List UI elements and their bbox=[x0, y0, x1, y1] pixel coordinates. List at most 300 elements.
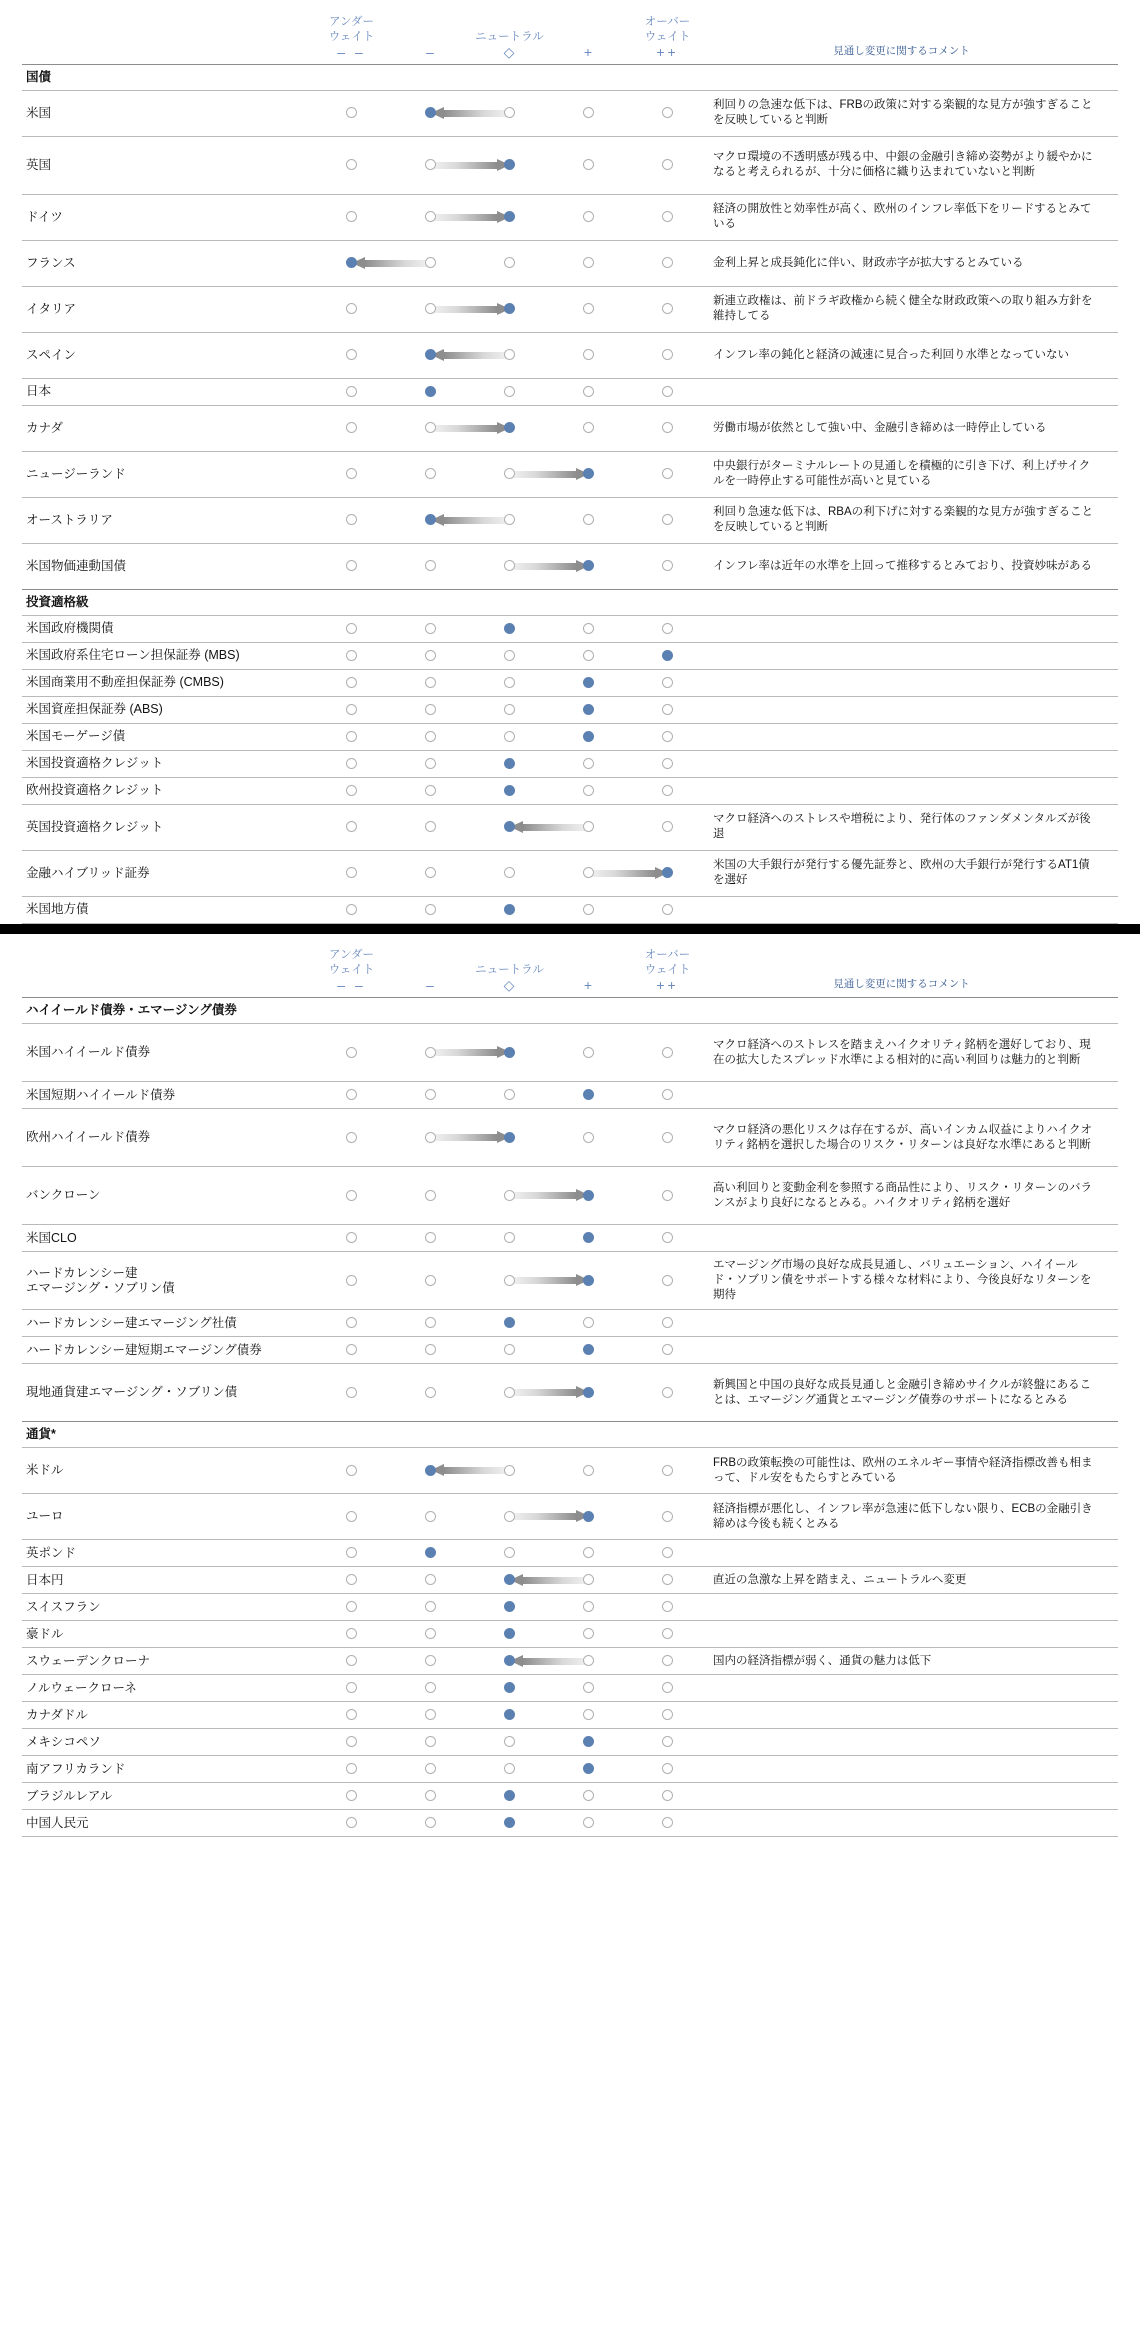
rating-cell-overweight[interactable] bbox=[628, 1448, 707, 1494]
rating-cell-neutral[interactable] bbox=[470, 90, 549, 136]
rating-cell-underweight[interactable] bbox=[312, 777, 391, 804]
rating-cell-neutral[interactable] bbox=[470, 1364, 549, 1422]
rating-cell-plus[interactable] bbox=[549, 1702, 628, 1729]
rating-cell-plus[interactable] bbox=[549, 1024, 628, 1082]
rating-cell-overweight[interactable] bbox=[628, 1024, 707, 1082]
rating-cell-minus[interactable] bbox=[391, 1494, 470, 1540]
rating-cell-plus[interactable] bbox=[549, 286, 628, 332]
rating-cell-underweight[interactable] bbox=[312, 1540, 391, 1567]
rating-cell-underweight[interactable] bbox=[312, 378, 391, 405]
rating-cell-overweight[interactable] bbox=[628, 1364, 707, 1422]
rating-cell-minus-selected[interactable] bbox=[391, 1540, 470, 1567]
rating-cell-overweight[interactable] bbox=[628, 669, 707, 696]
header-overweight-symbol: ++ bbox=[656, 977, 679, 993]
rating-dot-filled bbox=[425, 349, 436, 360]
rating-cell-overweight[interactable] bbox=[628, 896, 707, 923]
rating-cell-minus[interactable] bbox=[391, 1337, 470, 1364]
rating-cell-plus[interactable] bbox=[549, 1675, 628, 1702]
rating-dot-open bbox=[346, 1601, 357, 1612]
rating-dot-filled bbox=[504, 1574, 515, 1585]
rating-dot-open bbox=[583, 623, 594, 634]
rating-dot-open bbox=[662, 1190, 673, 1201]
rating-cell-minus[interactable] bbox=[391, 1024, 470, 1082]
rating-cell-overweight[interactable] bbox=[628, 1252, 707, 1310]
rating-dot-open bbox=[346, 107, 357, 118]
header-overweight-line2: ウェイト bbox=[644, 964, 691, 976]
row-label: スペイン bbox=[22, 332, 312, 378]
rating-cell-overweight[interactable] bbox=[628, 194, 707, 240]
row-label: ニュージーランド bbox=[22, 451, 312, 497]
rating-cell-plus[interactable] bbox=[549, 850, 628, 896]
rating-dot-open bbox=[662, 1089, 673, 1100]
rating-cell-neutral-selected[interactable] bbox=[470, 1109, 549, 1167]
rating-cell-neutral-selected[interactable] bbox=[470, 1594, 549, 1621]
rating-cell-underweight[interactable] bbox=[312, 1024, 391, 1082]
rating-cell-overweight[interactable] bbox=[628, 286, 707, 332]
row-label: 米国短期ハイイールド債券 bbox=[22, 1082, 312, 1109]
rating-cell-neutral[interactable] bbox=[470, 1252, 549, 1310]
rating-cell-underweight[interactable] bbox=[312, 1337, 391, 1364]
rating-cell-minus-selected[interactable] bbox=[391, 1448, 470, 1494]
rating-cell-underweight[interactable] bbox=[312, 1082, 391, 1109]
rating-cell-overweight[interactable] bbox=[628, 1783, 707, 1810]
rating-cell-underweight[interactable] bbox=[312, 750, 391, 777]
rating-dot-open bbox=[583, 1790, 594, 1801]
row-label: 米国地方債 bbox=[22, 896, 312, 923]
rating-cell-overweight[interactable] bbox=[628, 1567, 707, 1594]
rating-cell-plus[interactable] bbox=[549, 1648, 628, 1675]
rating-cell-minus[interactable] bbox=[391, 696, 470, 723]
rating-cell-minus[interactable] bbox=[391, 1109, 470, 1167]
rating-cell-plus[interactable] bbox=[549, 497, 628, 543]
rating-dot-open bbox=[425, 704, 436, 715]
row-label: 英ポンド bbox=[22, 1540, 312, 1567]
rating-dot-open bbox=[583, 422, 594, 433]
rating-cell-plus-selected[interactable] bbox=[549, 451, 628, 497]
rating-cell-plus[interactable] bbox=[549, 642, 628, 669]
rating-cell-neutral-selected[interactable] bbox=[470, 1675, 549, 1702]
rating-cell-neutral[interactable] bbox=[470, 723, 549, 750]
rating-cell-minus[interactable] bbox=[391, 615, 470, 642]
rating-cell-overweight[interactable] bbox=[628, 1337, 707, 1364]
rating-cell-plus-selected[interactable] bbox=[549, 1729, 628, 1756]
rating-dot-open bbox=[583, 1709, 594, 1720]
rating-cell-overweight[interactable] bbox=[628, 1594, 707, 1621]
rating-cell-minus[interactable] bbox=[391, 1252, 470, 1310]
rating-cell-neutral-selected[interactable] bbox=[470, 750, 549, 777]
rating-cell-underweight[interactable] bbox=[312, 669, 391, 696]
rating-cell-plus[interactable] bbox=[549, 1810, 628, 1837]
rating-dot-open bbox=[346, 677, 357, 688]
rating-cell-neutral-selected[interactable] bbox=[470, 1621, 549, 1648]
table-row bbox=[22, 1310, 1118, 1337]
rating-cell-neutral[interactable] bbox=[470, 1225, 549, 1252]
rating-cell-overweight[interactable] bbox=[628, 240, 707, 286]
rating-cell-minus[interactable] bbox=[391, 896, 470, 923]
rating-cell-underweight[interactable] bbox=[312, 804, 391, 850]
rating-cell-minus[interactable] bbox=[391, 451, 470, 497]
rating-cell-underweight[interactable] bbox=[312, 1364, 391, 1422]
rating-dot-open bbox=[504, 1275, 515, 1286]
rating-cell-minus[interactable] bbox=[391, 1675, 470, 1702]
rating-cell-neutral-selected[interactable] bbox=[470, 286, 549, 332]
rating-cell-neutral[interactable] bbox=[470, 1494, 549, 1540]
rating-dot-filled bbox=[583, 731, 594, 742]
rating-cell-plus-selected[interactable] bbox=[549, 1494, 628, 1540]
rating-cell-neutral[interactable] bbox=[470, 850, 549, 896]
rating-cell-underweight[interactable] bbox=[312, 194, 391, 240]
rating-cell-plus[interactable] bbox=[549, 1540, 628, 1567]
rating-dot-open bbox=[504, 1736, 515, 1747]
rating-cell-underweight[interactable] bbox=[312, 696, 391, 723]
rating-cell-plus-selected[interactable] bbox=[549, 1756, 628, 1783]
rating-cell-neutral[interactable] bbox=[470, 642, 549, 669]
rating-cell-plus-selected[interactable] bbox=[549, 543, 628, 589]
rating-cell-neutral[interactable] bbox=[470, 1167, 549, 1225]
rating-cell-underweight[interactable] bbox=[312, 642, 391, 669]
rating-cell-plus[interactable] bbox=[549, 240, 628, 286]
row-comment: 利回りの急速な低下は、FRBの政策に対する楽観的な見方が強すぎることを反映していると判断 bbox=[707, 90, 1118, 136]
rating-cell-underweight[interactable] bbox=[312, 1702, 391, 1729]
rating-cell-plus-selected[interactable] bbox=[549, 1082, 628, 1109]
rating-cell-overweight[interactable] bbox=[628, 332, 707, 378]
rating-cell-minus[interactable] bbox=[391, 777, 470, 804]
rating-cell-minus[interactable] bbox=[391, 1702, 470, 1729]
rating-cell-overweight[interactable] bbox=[628, 543, 707, 589]
rating-cell-underweight[interactable] bbox=[312, 136, 391, 194]
row-comment: 新連立政権は、前ドラギ政権から続く健全な財政政策への取り組み方針を維持してる bbox=[707, 286, 1118, 332]
row-label: 米ドル bbox=[22, 1448, 312, 1494]
rating-cell-underweight[interactable] bbox=[312, 896, 391, 923]
rating-cell-underweight[interactable] bbox=[312, 332, 391, 378]
rating-cell-minus[interactable] bbox=[391, 1783, 470, 1810]
rating-cell-minus[interactable] bbox=[391, 240, 470, 286]
row-comment: インフレ率の鈍化と経済の減速に見合った利回り水準となっていない bbox=[707, 332, 1118, 378]
rating-cell-plus[interactable] bbox=[549, 1448, 628, 1494]
rating-cell-minus[interactable] bbox=[391, 136, 470, 194]
rating-cell-minus[interactable] bbox=[391, 669, 470, 696]
rating-cell-underweight[interactable] bbox=[312, 1567, 391, 1594]
rating-dot-open bbox=[504, 560, 515, 571]
rating-cell-minus[interactable] bbox=[391, 1364, 470, 1422]
rating-cell-underweight[interactable] bbox=[312, 615, 391, 642]
rating-cell-minus[interactable] bbox=[391, 1648, 470, 1675]
rating-cell-overweight[interactable] bbox=[628, 405, 707, 451]
rating-dot-open bbox=[425, 1628, 436, 1639]
rating-cell-neutral[interactable] bbox=[470, 696, 549, 723]
table-row bbox=[22, 1621, 1118, 1648]
rating-cell-overweight[interactable] bbox=[628, 804, 707, 850]
rating-cell-overweight-selected[interactable] bbox=[628, 850, 707, 896]
rating-cell-overweight[interactable] bbox=[628, 1082, 707, 1109]
rating-cell-overweight[interactable] bbox=[628, 1810, 707, 1837]
row-comment: マクロ環境の不透明感が残る中、中銀の金融引き締め姿勢がより緩やかになると考えられるが、十分に価格に織り込まれていないと判断 bbox=[707, 136, 1118, 194]
rating-cell-neutral-selected[interactable] bbox=[470, 1567, 549, 1594]
rating-cell-plus[interactable] bbox=[549, 1567, 628, 1594]
rating-dot-filled bbox=[425, 1547, 436, 1558]
rating-cell-neutral[interactable] bbox=[470, 1540, 549, 1567]
rating-cell-underweight[interactable] bbox=[312, 1594, 391, 1621]
rating-cell-overweight[interactable] bbox=[628, 136, 707, 194]
rating-cell-neutral-selected[interactable] bbox=[470, 615, 549, 642]
rating-cell-overweight[interactable] bbox=[628, 750, 707, 777]
rating-cell-overweight[interactable] bbox=[628, 497, 707, 543]
row-comment: マクロ経済へのストレスを踏まえハイクオリティ銘柄を選好しており、現在の拡大したスプレッド水準による相対的に高い利回りは魅力的と判断 bbox=[707, 1024, 1118, 1082]
rating-cell-underweight[interactable] bbox=[312, 90, 391, 136]
rating-cell-neutral[interactable] bbox=[470, 669, 549, 696]
rating-dot-open bbox=[662, 904, 673, 915]
rating-cell-minus[interactable] bbox=[391, 642, 470, 669]
rating-dot-open bbox=[583, 159, 594, 170]
rating-cell-underweight[interactable] bbox=[312, 1783, 391, 1810]
rating-cell-minus[interactable] bbox=[391, 804, 470, 850]
rating-dot-open bbox=[346, 1628, 357, 1639]
rating-cell-overweight-selected[interactable] bbox=[628, 642, 707, 669]
rating-cell-minus[interactable] bbox=[391, 1594, 470, 1621]
rating-cell-plus[interactable] bbox=[549, 750, 628, 777]
rating-cell-plus-selected[interactable] bbox=[549, 1225, 628, 1252]
rating-cell-underweight[interactable] bbox=[312, 723, 391, 750]
rating-cell-minus[interactable] bbox=[391, 1729, 470, 1756]
rating-dot-open bbox=[346, 1574, 357, 1585]
rating-cell-minus[interactable] bbox=[391, 543, 470, 589]
rating-cell-overweight[interactable] bbox=[628, 1756, 707, 1783]
rating-cell-overweight[interactable] bbox=[628, 1729, 707, 1756]
rating-cell-neutral[interactable] bbox=[470, 240, 549, 286]
rating-dot-open bbox=[662, 1232, 673, 1243]
rating-cell-overweight[interactable] bbox=[628, 1540, 707, 1567]
rating-cell-overweight[interactable] bbox=[628, 1225, 707, 1252]
header-overweight-line2: ウェイト bbox=[644, 30, 691, 43]
rating-cell-underweight[interactable] bbox=[312, 1448, 391, 1494]
rating-cell-underweight[interactable] bbox=[312, 497, 391, 543]
rating-cell-neutral-selected[interactable] bbox=[470, 1702, 549, 1729]
rating-cell-minus[interactable] bbox=[391, 1756, 470, 1783]
rating-cell-underweight[interactable] bbox=[312, 1310, 391, 1337]
header-neutral bbox=[470, 0, 549, 64]
header-overweight-line1: オーバー bbox=[644, 949, 691, 961]
rating-cell-plus[interactable] bbox=[549, 615, 628, 642]
rating-cell-plus-selected[interactable] bbox=[549, 723, 628, 750]
rating-dot-open bbox=[425, 1232, 436, 1243]
rating-cell-underweight[interactable] bbox=[312, 1621, 391, 1648]
rating-cell-plus[interactable] bbox=[549, 332, 628, 378]
rating-cell-minus[interactable] bbox=[391, 1225, 470, 1252]
rating-cell-minus[interactable] bbox=[391, 1621, 470, 1648]
rating-dot-open bbox=[662, 514, 673, 525]
rating-cell-plus[interactable] bbox=[549, 405, 628, 451]
rating-cell-underweight[interactable] bbox=[312, 1810, 391, 1837]
rating-cell-underweight[interactable] bbox=[312, 1494, 391, 1540]
rating-cell-underweight[interactable] bbox=[312, 1675, 391, 1702]
rating-dot-open bbox=[346, 1344, 357, 1355]
rating-cell-neutral[interactable] bbox=[470, 497, 549, 543]
rating-cell-underweight[interactable] bbox=[312, 1109, 391, 1167]
rating-cell-plus-selected[interactable] bbox=[549, 1364, 628, 1422]
rating-dot-open bbox=[662, 468, 673, 479]
rating-cell-overweight[interactable] bbox=[628, 1109, 707, 1167]
rating-dot-open bbox=[662, 1344, 673, 1355]
rating-cell-underweight[interactable] bbox=[312, 1756, 391, 1783]
rating-dot-open bbox=[662, 1817, 673, 1828]
rating-cell-minus[interactable] bbox=[391, 750, 470, 777]
rating-cell-overweight[interactable] bbox=[628, 1167, 707, 1225]
rating-cell-underweight[interactable] bbox=[312, 451, 391, 497]
row-label: ノルウェークローネ bbox=[22, 1675, 312, 1702]
rating-cell-plus-selected[interactable] bbox=[549, 669, 628, 696]
rating-cell-minus[interactable] bbox=[391, 1810, 470, 1837]
rating-cell-plus-selected[interactable] bbox=[549, 696, 628, 723]
rating-dot-filled bbox=[504, 1790, 515, 1801]
rating-cell-neutral[interactable] bbox=[470, 1729, 549, 1756]
rating-cell-plus-selected[interactable] bbox=[549, 1252, 628, 1310]
rating-dot-open bbox=[346, 159, 357, 170]
rating-cell-underweight[interactable] bbox=[312, 1252, 391, 1310]
row-label: カナダドル bbox=[22, 1702, 312, 1729]
rating-cell-neutral[interactable] bbox=[470, 1337, 549, 1364]
rating-dot-open bbox=[346, 349, 357, 360]
rating-cell-minus[interactable] bbox=[391, 1167, 470, 1225]
rating-cell-minus-selected[interactable] bbox=[391, 332, 470, 378]
rating-cell-plus[interactable] bbox=[549, 777, 628, 804]
rating-cell-minus[interactable] bbox=[391, 194, 470, 240]
rating-cell-neutral-selected[interactable] bbox=[470, 194, 549, 240]
rating-cell-neutral[interactable] bbox=[470, 451, 549, 497]
rating-dot-open bbox=[662, 1387, 673, 1398]
rating-cell-neutral-selected[interactable] bbox=[470, 777, 549, 804]
rating-cell-overweight[interactable] bbox=[628, 696, 707, 723]
rating-cell-plus[interactable] bbox=[549, 1310, 628, 1337]
rating-cell-minus[interactable] bbox=[391, 1310, 470, 1337]
rating-cell-minus-selected[interactable] bbox=[391, 497, 470, 543]
rating-cell-plus[interactable] bbox=[549, 136, 628, 194]
section-title: ハイイールド債券・エマージング債券 bbox=[22, 998, 1118, 1024]
rating-cell-overweight[interactable] bbox=[628, 1494, 707, 1540]
rating-cell-neutral-selected[interactable] bbox=[470, 405, 549, 451]
rating-cell-minus[interactable] bbox=[391, 850, 470, 896]
rating-cell-minus[interactable] bbox=[391, 405, 470, 451]
rating-cell-minus[interactable] bbox=[391, 1082, 470, 1109]
rating-cell-overweight[interactable] bbox=[628, 1675, 707, 1702]
rating-cell-plus-selected[interactable] bbox=[549, 1337, 628, 1364]
rating-cell-plus[interactable] bbox=[549, 1109, 628, 1167]
rating-cell-neutral[interactable] bbox=[470, 1082, 549, 1109]
rating-dot-open bbox=[425, 623, 436, 634]
rating-dot-open bbox=[346, 1547, 357, 1558]
rating-cell-neutral[interactable] bbox=[470, 1756, 549, 1783]
rating-dot-open bbox=[662, 677, 673, 688]
rating-cell-overweight[interactable] bbox=[628, 451, 707, 497]
rating-cell-minus-selected[interactable] bbox=[391, 378, 470, 405]
rating-dot-filled bbox=[425, 514, 436, 525]
row-label: ブラジルレアル bbox=[22, 1783, 312, 1810]
rating-cell-neutral-selected[interactable] bbox=[470, 1310, 549, 1337]
rating-cell-underweight[interactable] bbox=[312, 1648, 391, 1675]
row-label: ハードカレンシー建短期エマージング債券 bbox=[22, 1337, 312, 1364]
rating-dot-open bbox=[346, 650, 357, 661]
rating-cell-minus[interactable] bbox=[391, 286, 470, 332]
rating-cell-neutral-selected[interactable] bbox=[470, 1648, 549, 1675]
rating-cell-overweight[interactable] bbox=[628, 615, 707, 642]
rating-cell-neutral-selected[interactable] bbox=[470, 1024, 549, 1082]
rating-cell-underweight[interactable] bbox=[312, 405, 391, 451]
rating-cell-plus[interactable] bbox=[549, 378, 628, 405]
rating-cell-underweight[interactable] bbox=[312, 543, 391, 589]
row-comment bbox=[707, 1783, 1118, 1810]
row-label: ドイツ bbox=[22, 194, 312, 240]
table-row bbox=[22, 615, 1118, 642]
row-label: スイスフラン bbox=[22, 1594, 312, 1621]
rating-cell-overweight[interactable] bbox=[628, 1621, 707, 1648]
header-overweight-symbol: ++ bbox=[656, 43, 679, 60]
rating-dot-open bbox=[504, 1089, 515, 1100]
rating-cell-neutral[interactable] bbox=[470, 378, 549, 405]
table-row bbox=[22, 1702, 1118, 1729]
rating-cell-overweight[interactable] bbox=[628, 723, 707, 750]
rating-cell-underweight-selected[interactable] bbox=[312, 240, 391, 286]
rating-cell-plus[interactable] bbox=[549, 1783, 628, 1810]
header-neutral-line1: ニュートラル bbox=[475, 964, 544, 976]
rating-cell-plus[interactable] bbox=[549, 194, 628, 240]
row-label: 米国ハイイールド債券 bbox=[22, 1024, 312, 1082]
rating-cell-neutral-selected[interactable] bbox=[470, 804, 549, 850]
rating-cell-overweight[interactable] bbox=[628, 90, 707, 136]
rating-cell-overweight[interactable] bbox=[628, 777, 707, 804]
rating-cell-underweight[interactable] bbox=[312, 1225, 391, 1252]
rating-cell-minus-selected[interactable] bbox=[391, 90, 470, 136]
rating-cell-overweight[interactable] bbox=[628, 1648, 707, 1675]
rating-dot-open bbox=[425, 1817, 436, 1828]
rating-cell-plus-selected[interactable] bbox=[549, 1167, 628, 1225]
rating-cell-underweight[interactable] bbox=[312, 1167, 391, 1225]
rating-cell-plus[interactable] bbox=[549, 1594, 628, 1621]
rating-cell-minus[interactable] bbox=[391, 1567, 470, 1594]
rating-cell-plus[interactable] bbox=[549, 896, 628, 923]
row-label: 南アフリカランド bbox=[22, 1756, 312, 1783]
rating-cell-neutral[interactable] bbox=[470, 332, 549, 378]
rating-dot-open bbox=[662, 1047, 673, 1058]
rating-dot-open bbox=[662, 1628, 673, 1639]
rating-cell-overweight[interactable] bbox=[628, 378, 707, 405]
rating-cell-overweight[interactable] bbox=[628, 1702, 707, 1729]
rating-cell-overweight[interactable] bbox=[628, 1310, 707, 1337]
rating-cell-underweight[interactable] bbox=[312, 286, 391, 332]
rating-dot-filled bbox=[425, 386, 436, 397]
header-plus bbox=[549, 934, 628, 998]
rating-cell-neutral[interactable] bbox=[470, 543, 549, 589]
rating-cell-minus[interactable] bbox=[391, 723, 470, 750]
rating-dot-open bbox=[583, 1574, 594, 1585]
rating-cell-neutral-selected[interactable] bbox=[470, 1810, 549, 1837]
header-overweight-line1: オーバー bbox=[644, 15, 691, 28]
rating-cell-plus[interactable] bbox=[549, 804, 628, 850]
table-row bbox=[22, 405, 1118, 451]
header-plus-symbol: + bbox=[583, 43, 594, 60]
rating-cell-plus[interactable] bbox=[549, 90, 628, 136]
rating-cell-neutral-selected[interactable] bbox=[470, 896, 549, 923]
rating-dot-open bbox=[504, 1344, 515, 1355]
row-comment: 金利上昇と成長鈍化に伴い、財政赤字が拡大するとみている bbox=[707, 240, 1118, 286]
rating-cell-underweight[interactable] bbox=[312, 850, 391, 896]
section-title: 投資適格級 bbox=[22, 589, 1118, 615]
rating-dot-open bbox=[346, 731, 357, 742]
rating-cell-neutral-selected[interactable] bbox=[470, 1783, 549, 1810]
rating-dot-open bbox=[346, 1275, 357, 1286]
rating-cell-plus[interactable] bbox=[549, 1621, 628, 1648]
rating-cell-neutral-selected[interactable] bbox=[470, 136, 549, 194]
rating-cell-neutral[interactable] bbox=[470, 1448, 549, 1494]
rating-cell-underweight[interactable] bbox=[312, 1729, 391, 1756]
